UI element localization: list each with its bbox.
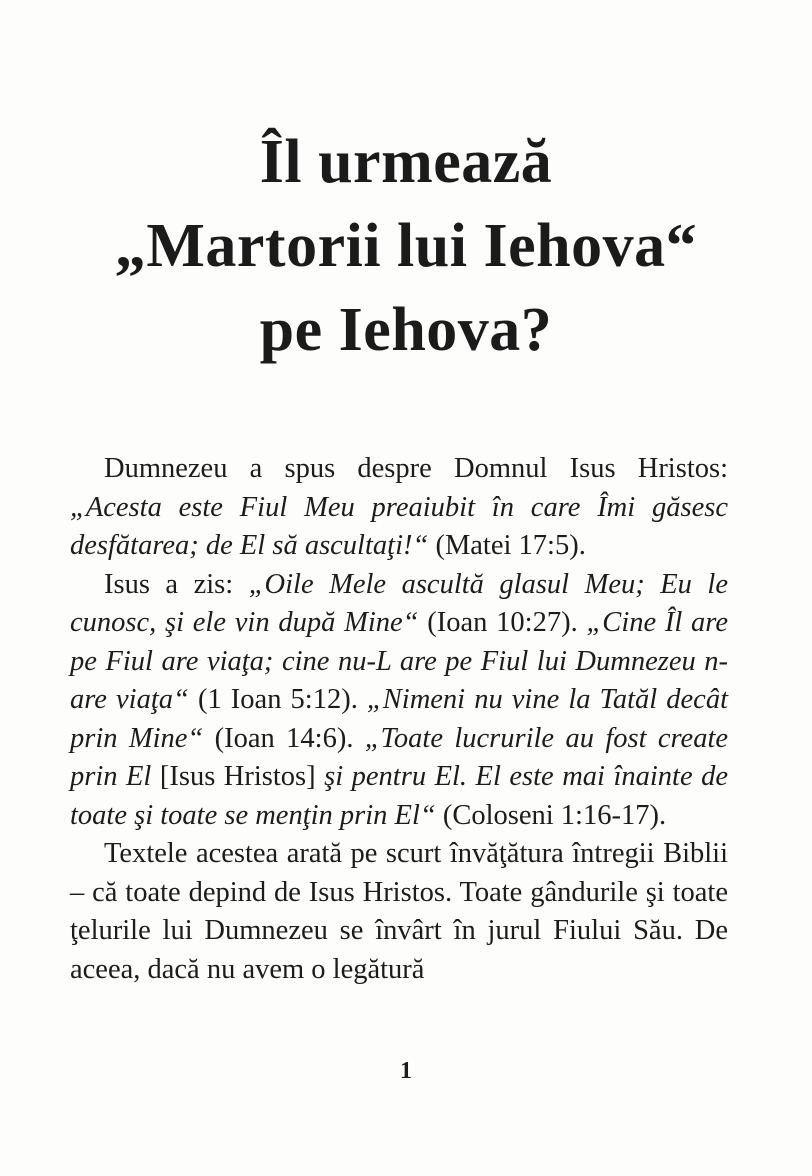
paragraph-1 xyxy=(70,450,728,566)
paragraph-3 xyxy=(70,835,728,989)
scripture-quote: „Cine Îl are pe Fiul are viaţa; cine nu-L are pe Fiul lui Dumnezeu n-are viaţa“ xyxy=(70,607,728,715)
paragraph-2 xyxy=(70,566,728,836)
chapter-title-line-2: „Martorii lui Iehova“ xyxy=(114,211,698,280)
body-text xyxy=(70,450,728,989)
scripture-reference: (1 Ioan 5:12). xyxy=(188,684,367,715)
text-run: Dumnezeu a spus despre Domnul Isus Hristos: xyxy=(104,453,728,484)
scripture-reference: (Coloseni 1:16-17). xyxy=(435,799,667,831)
text-run: Textele acestea arată pe scurt învăţătura întregii Biblii – că toate depind de Isus Hristos. Toate gândurile şi toate ţelurile lui Dumnezeu se învârt în jurul Fiului Său. De aceea, dacă nu avem o legătură xyxy=(70,838,728,985)
page-number: 1 xyxy=(400,1058,412,1084)
scripture-reference: (Matei 17:5). xyxy=(428,530,586,561)
scripture-reference: (Ioan 14:6). xyxy=(203,722,365,754)
scripture-quote: „Acesta este Fiul Meu preaiubit în care Îmi găsesc desfătarea; de El să ascultaţi!“ xyxy=(70,491,728,561)
chapter-title-line-3: pe Iehova? xyxy=(259,295,553,364)
scripture-reference: (Ioan 10:27). xyxy=(418,607,587,638)
scripture-quote: „Nimeni nu vine la Tatăl decât prin Mine“ xyxy=(70,684,728,754)
chapter-title-line-1: Îl urmează xyxy=(259,127,553,196)
scripture-quote: „Oile Mele ascultă glasul Meu; Eu le cunosc, şi ele vin după Mine“ xyxy=(70,568,728,638)
scripture-quote: şi pentru El. El este mai înainte de toate şi toate se menţin prin El“ xyxy=(70,761,729,831)
bracketed-insertion: [Isus Hristos] xyxy=(151,761,325,792)
scripture-quote: „Toate lucrurile au fost create prin El xyxy=(70,722,729,792)
chapter-title xyxy=(0,120,812,372)
text-run: Isus a zis: xyxy=(104,568,249,600)
